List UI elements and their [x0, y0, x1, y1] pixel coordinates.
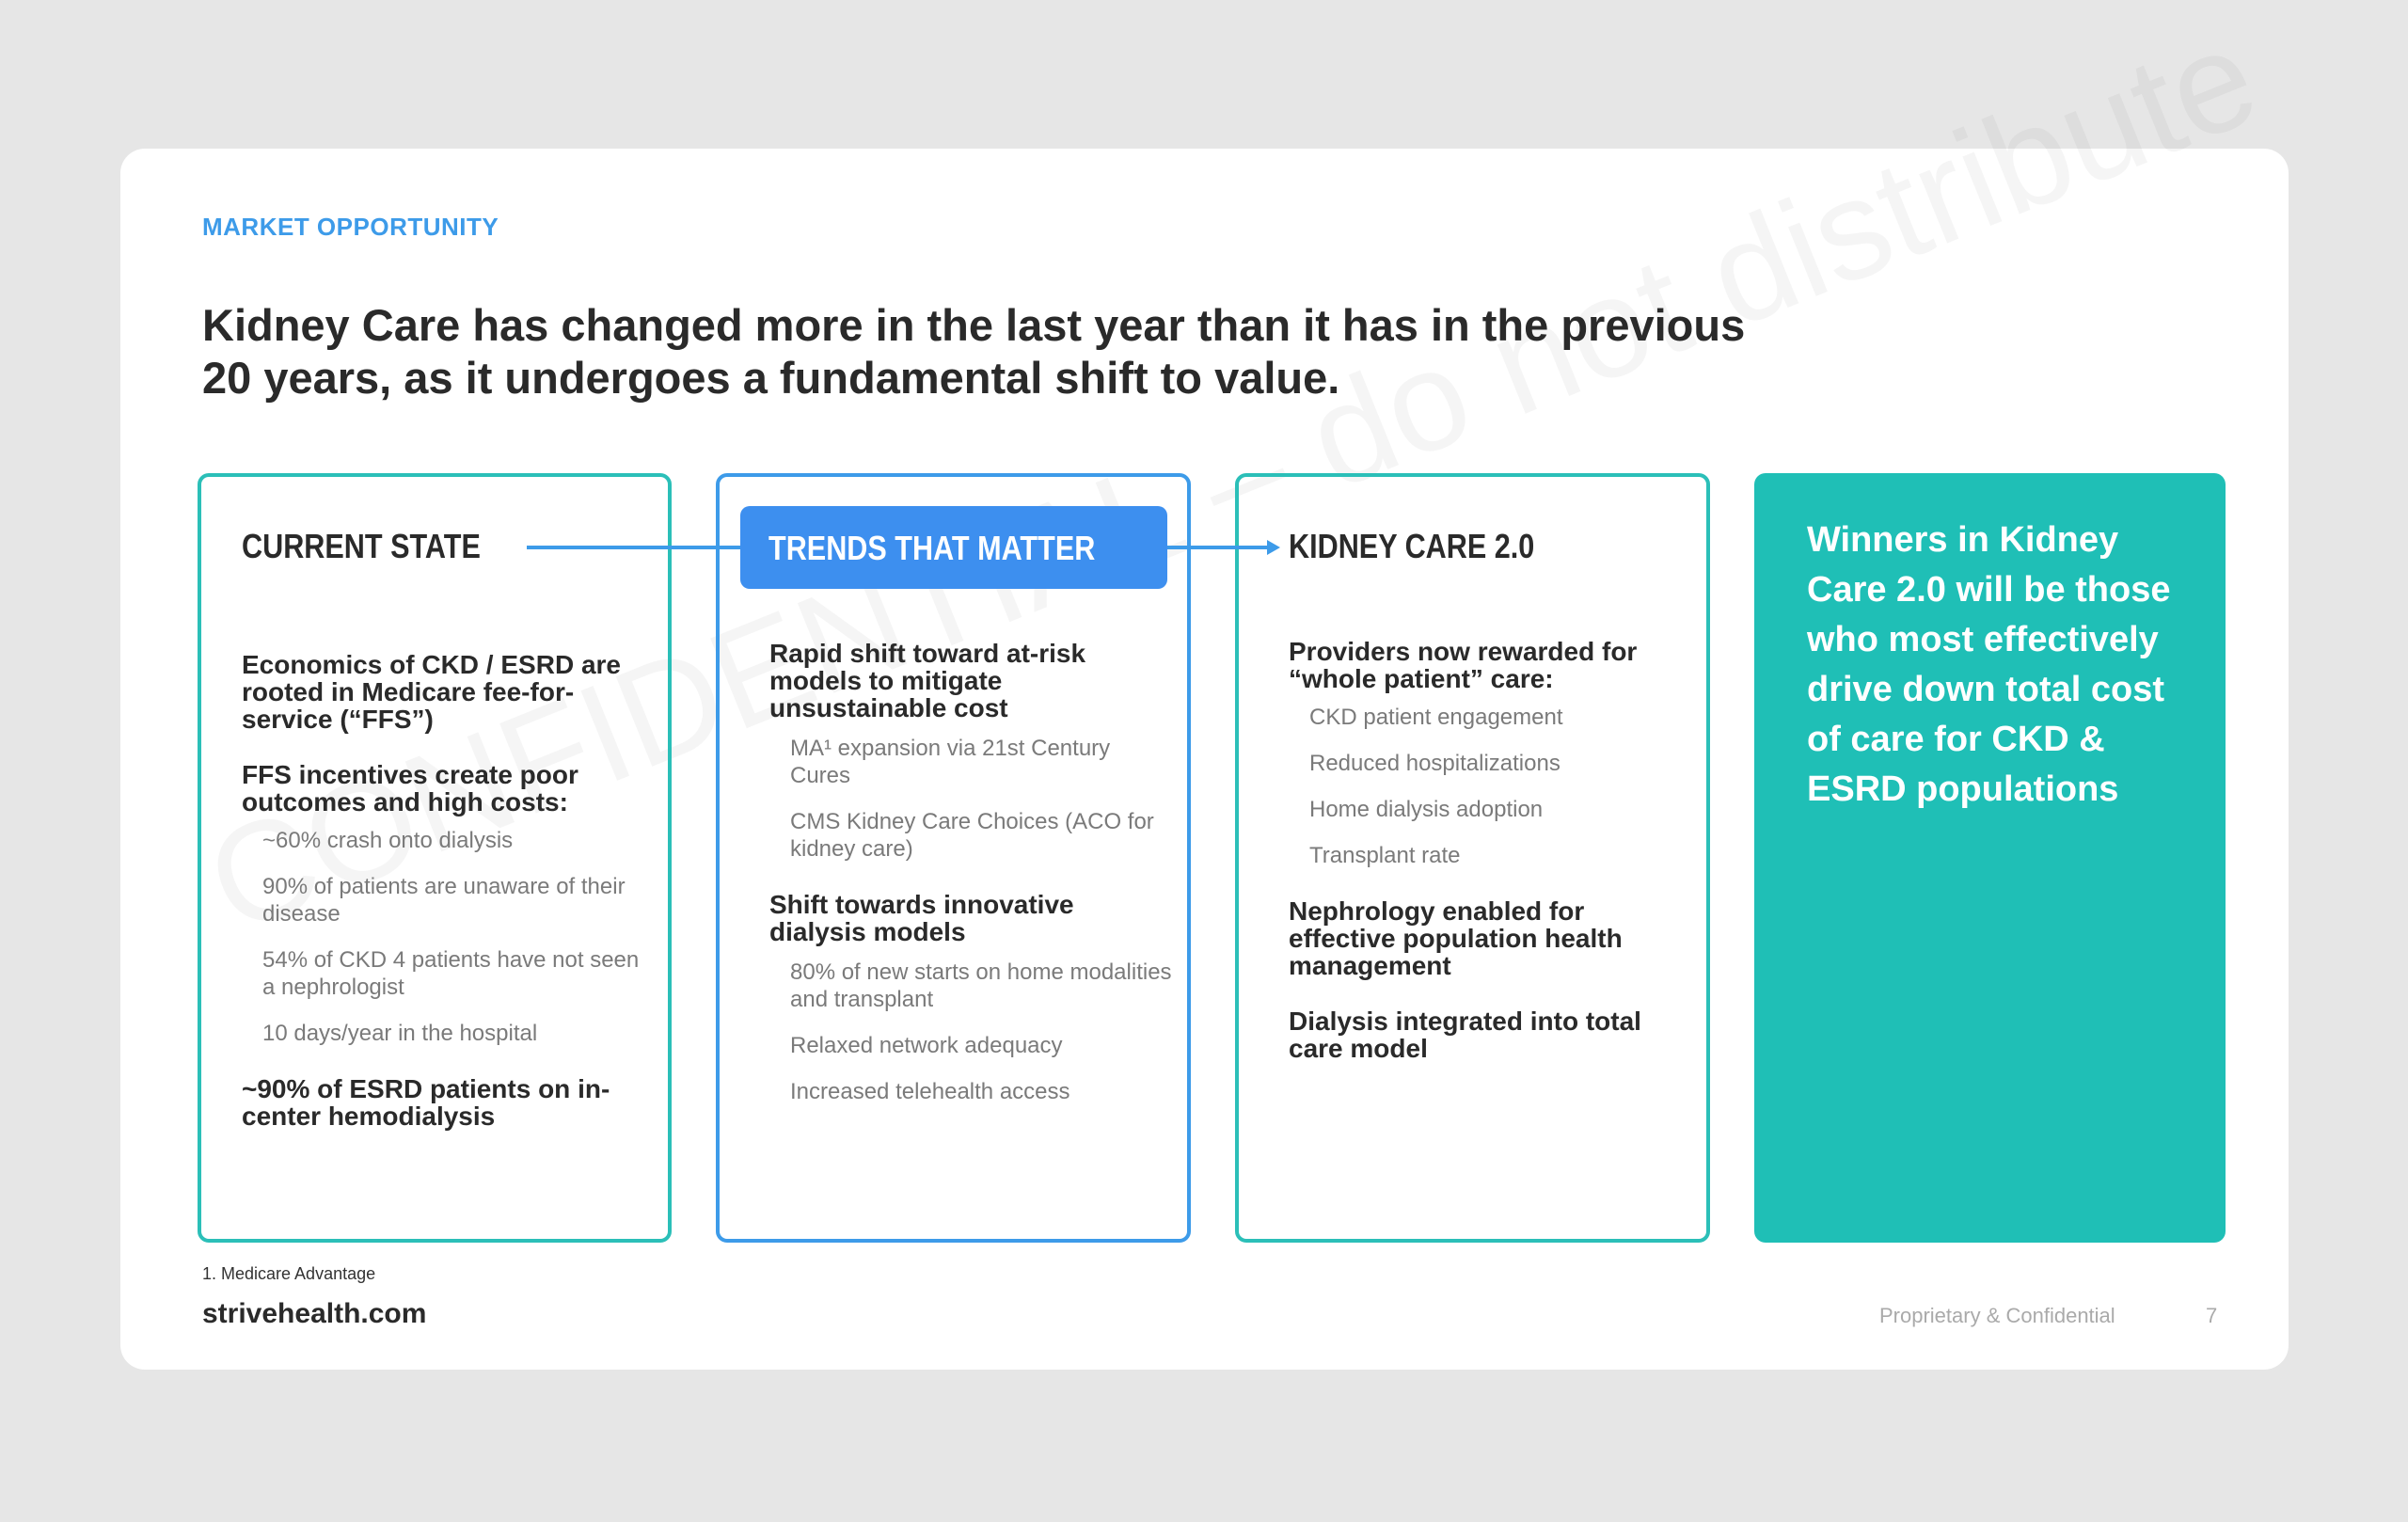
- section-kicker: MARKET OPPORTUNITY: [202, 213, 499, 241]
- bold-point: Rapid shift toward at-risk models to mitigate unsustainable cost: [769, 639, 1086, 722]
- trends-content: [769, 640, 1174, 1124]
- trends-header-pill: [740, 506, 1167, 589]
- bold-point: Dialysis integrated into total care model: [1289, 1007, 1641, 1063]
- list-item: 10 days/year in the hospital: [262, 1021, 538, 1046]
- kidney-care-content: [1289, 638, 1693, 1090]
- bold-point: ~90% of ESRD patients on in-center hemodialysis: [242, 1074, 610, 1131]
- website: strivehealth.com: [202, 1298, 427, 1329]
- list-item: 90% of patients are unaware of their disease: [262, 874, 626, 927]
- list-item: CKD patient engagement: [1309, 705, 1563, 730]
- list-item: CMS Kidney Care Choices (ACO for kidney care): [790, 809, 1154, 862]
- arrow-right-icon: [1267, 540, 1280, 555]
- list-item: Home dialysis adoption: [1309, 797, 1544, 822]
- bold-point: FFS incentives create poor outcomes and high costs:: [242, 760, 578, 816]
- trends-header: TRENDS THAT MATTER: [768, 529, 1096, 567]
- current-state-header: CURRENT STATE: [242, 527, 481, 565]
- list-item: 54% of CKD 4 patients have not seen a nephrologist: [262, 947, 640, 1000]
- footnote: 1. Medicare Advantage: [202, 1264, 376, 1283]
- current-state-content: [242, 651, 646, 1158]
- kidney-care-header: KIDNEY CARE 2.0: [1289, 527, 1535, 565]
- slide-title: Kidney Care has changed more in the last year than it has in the previous 20 years, as it undergoes a fundamental shift to value.: [202, 300, 1746, 403]
- list-item: Relaxed network adequacy: [790, 1033, 1063, 1058]
- connector-line: [1167, 546, 1271, 549]
- list-item: Transplant rate: [1309, 843, 1461, 868]
- bold-point: Shift towards innovative dialysis models: [769, 890, 1074, 946]
- bold-point: Economics of CKD / ESRD are rooted in Medicare fee-for-service (“FFS”): [242, 650, 621, 734]
- bold-point: Nephrology enabled for effective population health management: [1289, 896, 1623, 980]
- winners-box: [1754, 473, 2226, 1243]
- bold-point: Providers now rewarded for “whole patient” care:: [1289, 637, 1638, 693]
- list-item: 80% of new starts on home modalities and transplant: [790, 959, 1172, 1012]
- list-item: MA¹ expansion via 21st Century Cures: [790, 736, 1111, 788]
- list-item: Increased telehealth access: [790, 1079, 1070, 1104]
- confidential-label: Proprietary & Confidential: [1879, 1304, 2115, 1327]
- list-item: Reduced hospitalizations: [1309, 751, 1560, 776]
- list-item: ~60% crash onto dialysis: [262, 828, 514, 853]
- winners-text: Winners in Kidney Care 2.0 will be those who most effectively drive down total cost of care for CKD & ESRD populations: [1807, 520, 2171, 809]
- page-number: 7: [2206, 1304, 2218, 1327]
- connector-line: [527, 546, 741, 549]
